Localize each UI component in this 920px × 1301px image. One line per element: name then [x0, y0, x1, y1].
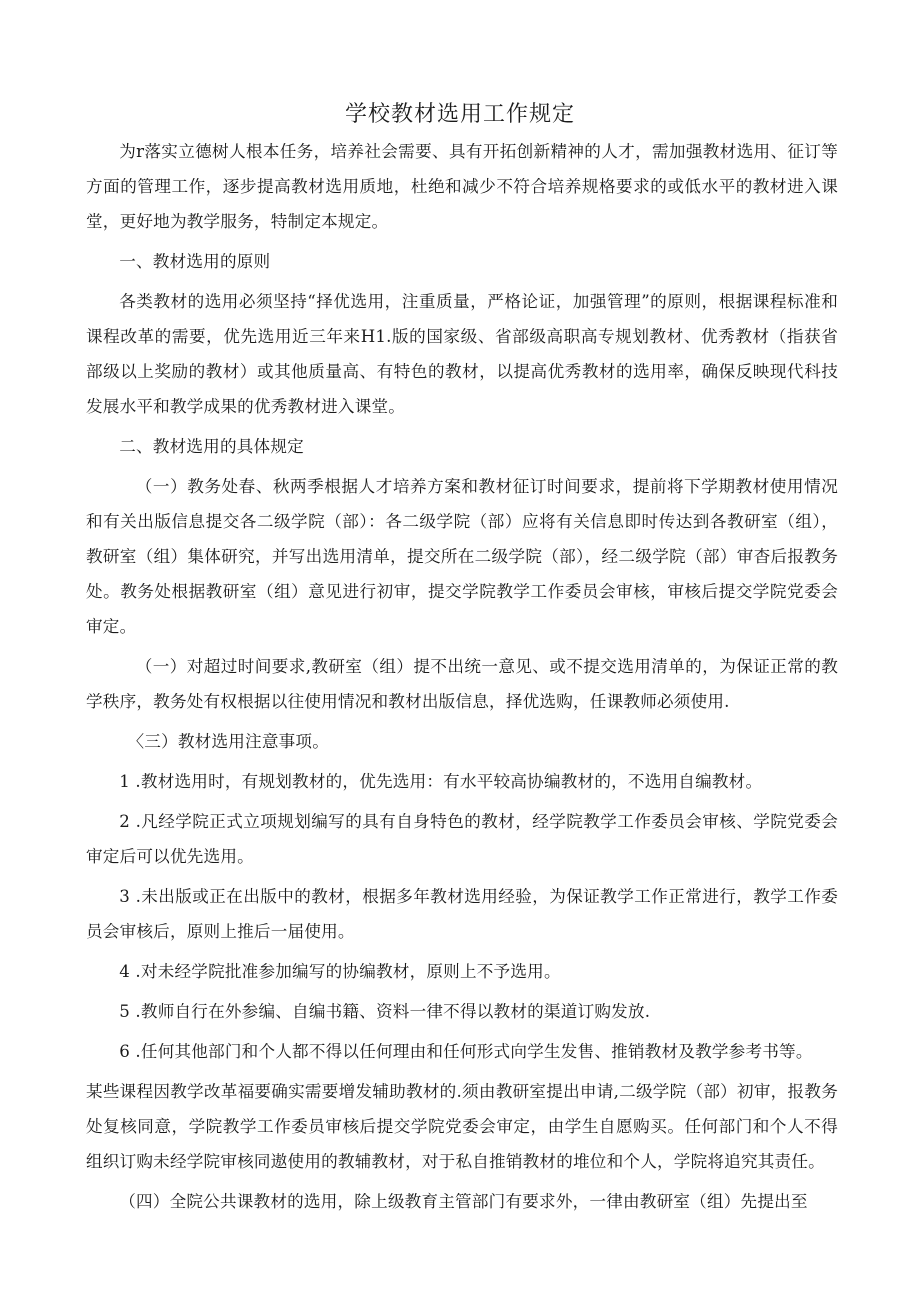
- principles-paragraph: 各类教材的选用必须坚持“择优选用，注重质量，严格论证，加强管理”的原则，根据课程标准和课程改革的需要，优先选用近三年来H1.版的国家级、省部级高职高专规划教材、优秀教材（指获省部级以上奖励的教材）或其他质量高、有特色的教材，以提高优秀教材的选用率，确保反映现代科技发展水平和教学成果的优秀教材进入课堂。: [86, 292, 838, 416]
- list-item-6: 6 .任何其他部门和个人都不得以任何理由和任何形式向学生发售、推销教材及教学参考书等。: [119, 1042, 813, 1061]
- document-body: [86, 134, 838, 1224]
- section-heading-rules: 二、教材选用的具体规定: [119, 437, 304, 456]
- list-item-5: 5 .教师自行在外参编、自编书籍、资料一律不得以教材的渠道订购发放.: [119, 1002, 651, 1021]
- rule-paragraph-4: （四）全院公共课教材的选用，除上级教育主管部门有要求外，一律由教研室（组）先提出至: [119, 1192, 808, 1211]
- section-heading-principles: 一、教材选用的原则: [119, 252, 271, 271]
- list-item-1: 1 .教材选用时，有规划教材的，优先选用：有水平较高协编教材的，不选用自编教材。: [119, 772, 763, 791]
- rule-paragraph-2: （一）对超过时间要求,教研室（组）提不出统一意见、或不提交选用清单的，为保证正常的教学秩序，教务处有权根据以往使用情况和教材出版信息，择优选购，任课教师必须使用.: [86, 657, 838, 711]
- rule-paragraph-1: （一）教务处春、秋两季根据人才培养方案和教材征订时间要求，提前将下学期教材使用情况和有关出版信息提交各二级学院（部）：各二级学院（部）应将有关信息即时传达到各教研室（组），教研室（组）集体研究，并写出选用清单，提交所在二级学院（部），经二级学院（部）审杳后报教务处。教务处根据教研室（组）意见进行初审，提交学院教学工作委员会审核，审核后提交学院党委会审定。: [86, 477, 838, 636]
- document-title: 学校教材选用工作规定: [344, 102, 575, 127]
- list-item-4: 4 .对未经学院批准参加编写的协编教材，原则上不予选用。: [119, 962, 561, 981]
- supplementary-paragraph: 某些课程因教学改革福要确实需要增发辅助教材的.须由教研室提出申请,二级学院（部）初审，报教务处复核同意，学院教学工作委员审核后提交学院党委会审定，由学生自愿购买。任何部门和个人不得组织订购未经学院审核同遨使用的教辅教材，对于私自推销教材的堆位和个人，学院将追究其责任。: [86, 1082, 838, 1171]
- rule-heading-3: 〈三）教材选用注意事项。: [127, 732, 330, 751]
- list-item-3: 3 .未出版或正在出版中的教材，根据多年教材选用经验，为保证教学工作正常进行，教学工作委员会审核后，原则上推后一届使用。: [86, 887, 838, 941]
- list-item-2: 2 .凡经学院正式立项规划编写的具有自身特色的教材，经学院教学工作委员会审核、学院党委会审定后可以优先选用。: [86, 812, 838, 866]
- intro-paragraph: 为r落实立德树人根本任务，培养社会需要、具有开拓创新精神的人才，需加强教材选用、征订等方面的管理工作，逐步提高教材选用质地，杜绝和减少不符合培养规格要求的或低水平的教材进入课堂，更好地为教学服务，特制定本规定。: [86, 142, 838, 231]
